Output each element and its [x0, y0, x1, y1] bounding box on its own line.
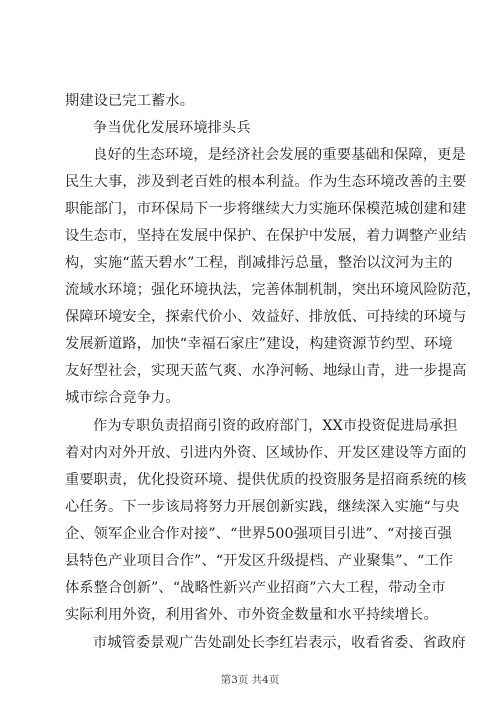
paragraph-line: 城市综合竞争力。 — [65, 390, 180, 406]
paragraph-line: 着对内对外开放、引进内外资、区域协作、开发区建设等方面的 — [65, 445, 467, 461]
paragraph-line: 作为专职负责招商引资的政府部门，XX市投资促进局承担 — [93, 418, 458, 434]
paragraph-line: 职能部门，市环保局下一步将继续大力实施环保模范城创建和建 — [65, 201, 467, 217]
paragraph-line: 民生大事，涉及到老百姓的根本利益。作为生态环境改善的主要 — [65, 174, 467, 190]
paragraph-line: 县特色产业项目合作”、“开发区升级提档、产业聚集”、“工作 — [65, 553, 454, 569]
section-heading: 争当优化发展环境排头兵 — [93, 120, 251, 136]
paragraph-line: 心任务。下一步该局将努力开展创新实践，继续深入实施“与央 — [65, 499, 460, 515]
paragraph-line: 保障环境安全，探索代价小、效益好、排放低、可持续的环境与 — [65, 309, 467, 325]
paragraph-line: 体系整合创新”、“战略性新兴产业招商”六大工程，带动全市 — [65, 580, 446, 596]
paragraph-line: 重要职责，优化投资环境、提供优质的投资服务是招商系统的核 — [65, 472, 467, 488]
paragraph-line: 设生态市，坚持在发展中保护、在保护中发展，着力调整产业结 — [65, 228, 467, 244]
paragraph-line: 发展新道路，加快“幸福石家庄”建设，构建资源节约型、环境 — [65, 336, 453, 352]
paragraph-line: 市城管委景观广告处副处长李红岩表示，收看省委、省政府 — [93, 635, 466, 651]
paragraph-line: 期建设已完工蓄水。 — [65, 93, 195, 109]
paragraph-line: 友好型社会，实现天蓝气爽、水净河畅、地绿山青，进一步提高 — [65, 363, 467, 379]
paragraph-line: 实际利用外资，利用省外、市外资金数量和水平持续增长。 — [65, 607, 438, 623]
paragraph-line: 良好的生态环境，是经济社会发展的重要基础和保障，更是 — [93, 147, 466, 163]
page-footer: 第3页 共4页 — [220, 674, 280, 686]
paragraph-line: 企、领军企业合作对接”、“世界500强项目引进”、“对接百强 — [65, 526, 452, 542]
paragraph-line: 流域水环境；强化环境执法，完善体制机制，突出环境风险防范， — [65, 282, 481, 298]
paragraph-line: 构，实施“蓝天碧水”工程，削减排污总量，整治以汶河为主的 — [65, 255, 453, 271]
